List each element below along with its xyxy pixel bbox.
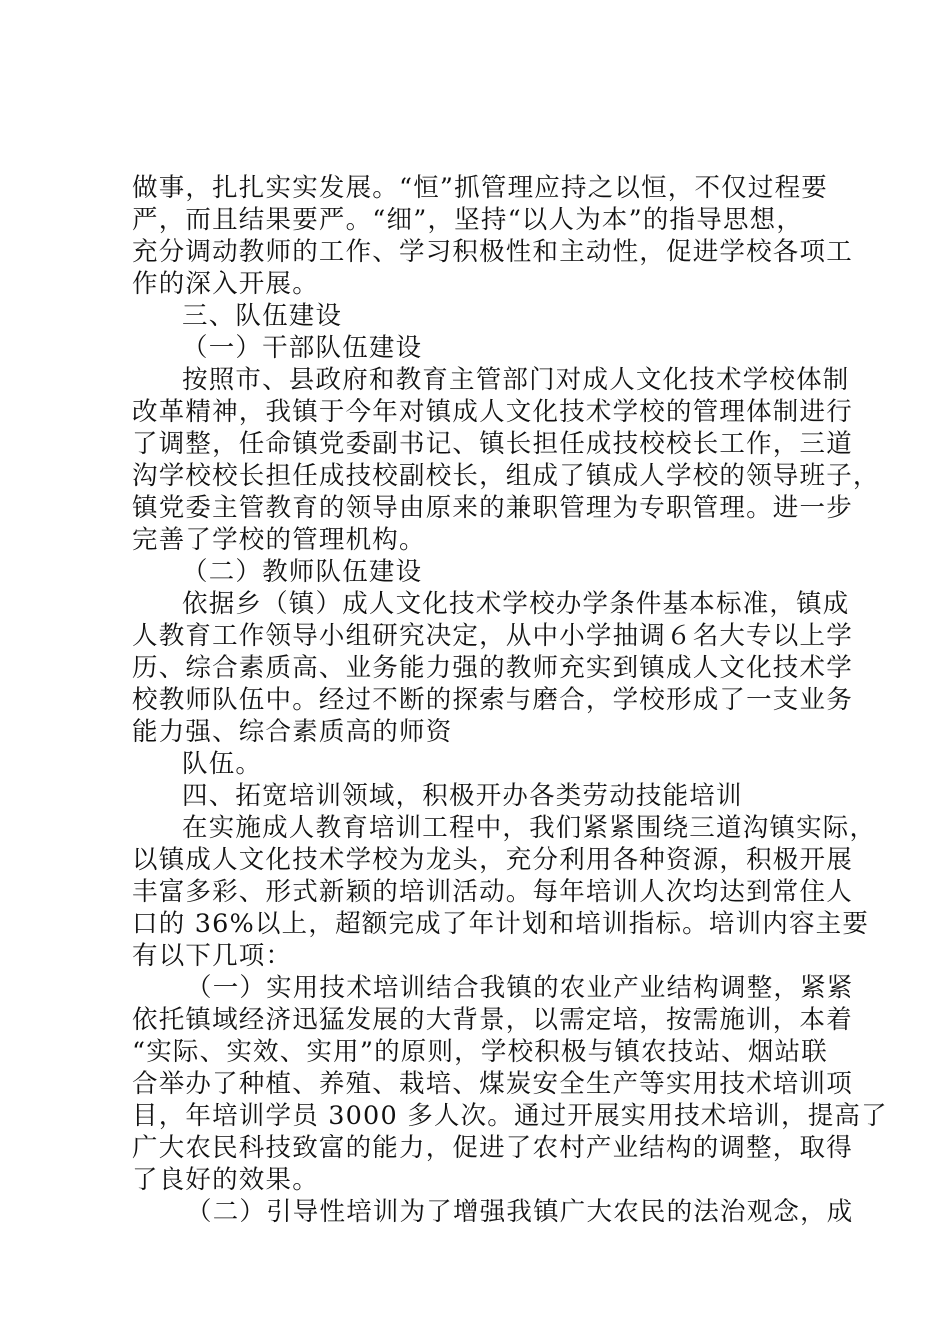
document-line: 完善了学校的管理机构。 — [132, 525, 426, 555]
document-line: 在实施成人教育培训工程中，我们紧紧围绕三道沟镇实际， — [182, 813, 877, 843]
document-line: （一）干部队伍建设 — [182, 333, 423, 363]
document-line: 镇党委主管教育的领导由原来的兼职管理为专职管理。进一步 — [132, 493, 853, 523]
document-line: 三、队伍建设 — [182, 301, 343, 331]
document-line: 丰富多彩、形式新颖的培训活动。每年培训人次均达到常住人 — [132, 877, 853, 907]
document-body — [132, 172, 888, 1228]
document-line: 人教育工作领导小组研究决定，从中小学抽调６名大专以上学 — [132, 621, 853, 651]
document-line: （二）引导性培训为了增强我镇广大农民的法治观念，成 — [186, 1197, 854, 1227]
document-line: 依托镇域经济迅猛发展的大背景，以需定培，按需施训，本着 — [132, 1005, 853, 1035]
document-line: 按照市、县政府和教育主管部门对成人文化技术学校体制 — [182, 365, 850, 395]
document-line: （一）实用技术培训结合我镇的农业产业结构调整，紧紧 — [186, 973, 854, 1003]
document-line: 严，而且结果要严。“细”，坚持“以人为本”的指导思想， — [132, 205, 804, 235]
document-line: 以镇成人文化技术学校为龙头，充分利用各种资源，积极开展 — [132, 845, 853, 875]
document-line: 依据乡（镇）成人文化技术学校办学条件基本标准，镇成 — [182, 589, 850, 619]
document-line: 广大农民科技致富的能力，促进了农村产业结构的调整，取得 — [132, 1133, 853, 1163]
document-line: 改革精神，我镇于今年对镇成人文化技术学校的管理体制进行 — [132, 397, 853, 427]
document-line: 四、拓宽培训领域，积极开办各类劳动技能培训 — [182, 781, 743, 811]
document-line: 了良好的效果。 — [132, 1165, 319, 1195]
document-line: 口的 36%以上，超额完成了年计划和培训指标。培训内容主要 — [132, 909, 870, 939]
document-line: （二）教师队伍建设 — [182, 557, 423, 587]
document-line: 做事，扎扎实实发展。“恒”抓管理应持之以恒，不仅过程要 — [132, 173, 828, 203]
document-line: 合举办了种植、养殖、栽培、煤炭安全生产等实用技术培训项 — [132, 1069, 853, 1099]
document-line: 校教师队伍中。经过不断的探索与磨合，学校形成了一支业务 — [132, 685, 853, 715]
document-line: 了调整，任命镇党委副书记、镇长担任成技校校长工作，三道 — [132, 429, 853, 459]
document-line: 有以下几项： — [132, 941, 293, 971]
document-line: 作的深入开展。 — [132, 269, 319, 299]
document-line: 能力强、综合素质高的师资 — [132, 717, 453, 747]
document-line: 充分调动教师的工作、学习积极性和主动性，促进学校各项工 — [132, 237, 853, 267]
document-line: 队伍。 — [182, 749, 263, 779]
document-line: 沟学校校长担任成技校副校长，组成了镇成人学校的领导班子， — [132, 461, 880, 491]
document-line: 历、综合素质高、业务能力强的教师充实到镇成人文化技术学 — [132, 653, 853, 683]
document-line: “实际、实效、实用”的原则，学校积极与镇农技站、烟站联 — [132, 1037, 828, 1067]
document-line: 目，年培训学员 3000 多人次。通过开展实用技术培训，提高了 — [132, 1101, 888, 1131]
